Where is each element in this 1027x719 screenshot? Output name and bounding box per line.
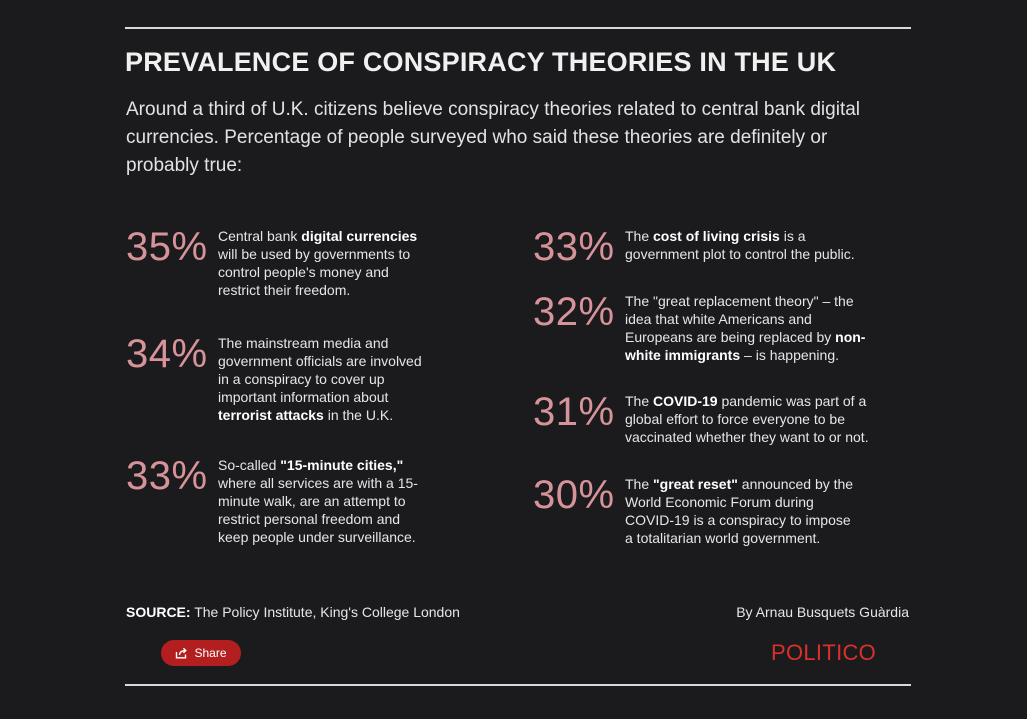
stat-item	[126, 456, 418, 546]
stat-text: World Economic Forum during	[625, 494, 814, 510]
share-label: Share	[194, 646, 227, 660]
stat-highlight: white immigrants	[625, 347, 741, 363]
stat-text: in a conspiracy to cover up	[218, 371, 385, 387]
bottom-rule	[125, 684, 911, 686]
stat-item	[533, 475, 853, 547]
stat-text: restrict their freedom.	[218, 282, 351, 298]
stat-item	[533, 392, 869, 446]
stat-text: government officials are involved	[218, 353, 422, 369]
stat-text: keep people under surveillance.	[218, 529, 416, 545]
stat-percent: 34%	[126, 332, 208, 376]
share-button[interactable]	[161, 640, 241, 666]
stat-text: minute walk, are an attempt to	[218, 493, 406, 509]
politico-logo[interactable]: POLITICO	[771, 640, 877, 665]
stat-description	[218, 456, 418, 546]
byline: By Arnau Busquets Guàrdia	[736, 604, 909, 620]
stat-text: vaccinated whether they want to or not.	[625, 429, 869, 445]
stat-percent: 35%	[126, 225, 208, 269]
stat-percent: 33%	[126, 454, 208, 498]
stat-text: Europeans are being replaced by	[625, 329, 836, 345]
stat-text: government plot to control the public.	[625, 246, 855, 262]
stat-text: control people's money and	[218, 264, 389, 280]
stat-highlight: terrorist attacks	[218, 407, 324, 423]
stat-text: is a	[779, 228, 806, 244]
stat-text: The	[625, 228, 654, 244]
stat-highlight: digital currencies	[301, 228, 418, 244]
stat-description	[625, 475, 853, 547]
stat-text: announced by the	[737, 476, 854, 492]
stat-text: in the U.K.	[323, 407, 394, 423]
stat-description	[218, 334, 422, 424]
stat-description	[625, 292, 865, 364]
stat-highlight: COVID-19	[653, 393, 718, 409]
stat-text: important information about	[218, 389, 389, 405]
stat-description	[625, 392, 869, 446]
stat-item	[533, 227, 855, 267]
stat-highlight: "great reset"	[653, 476, 738, 492]
source-label: SOURCE:	[126, 604, 191, 620]
stat-highlight: "15-minute cities,"	[280, 457, 404, 473]
stat-percent: 32%	[533, 290, 615, 334]
share-icon	[175, 647, 188, 659]
stat-text: So-called	[218, 457, 281, 473]
stat-description	[625, 227, 855, 263]
stat-highlight: non-	[835, 329, 866, 345]
stat-item	[533, 292, 865, 364]
stat-text: Central bank	[218, 228, 302, 244]
source-text: The Policy Institute, King's College London	[190, 604, 460, 620]
stat-text: The	[625, 476, 654, 492]
page-title: PREVALENCE OF CONSPIRACY THEORIES IN THE UK	[125, 47, 837, 77]
source-note	[126, 604, 460, 620]
stat-text: – is happening.	[740, 347, 839, 363]
stat-text: The mainstream media and	[218, 335, 389, 351]
stat-percent: 33%	[533, 225, 615, 269]
stat-text: will be used by governments to	[218, 246, 411, 262]
stat-text: The	[625, 393, 654, 409]
stat-text: idea that white Americans and	[625, 311, 812, 327]
stat-text: The "great replacement theory" – the	[625, 293, 854, 309]
stat-text: where all services are with a 15-	[218, 475, 418, 491]
stat-text: pandemic was part of a	[717, 393, 867, 409]
stat-percent: 31%	[533, 390, 615, 434]
stat-item	[126, 227, 417, 299]
stat-text: COVID-19 is a conspiracy to impose	[625, 512, 851, 528]
stat-highlight: cost of living crisis	[653, 228, 780, 244]
stat-item	[126, 334, 422, 424]
page-subtitle: Around a third of U.K. citizens believe conspiracy theories related to central bank digital currencies. Percentage of people surveyed who said these theories are definitely or probably true:	[126, 99, 861, 176]
stat-text: global effort to force everyone to be	[625, 411, 845, 427]
stat-text: restrict personal freedom and	[218, 511, 401, 527]
stat-description	[218, 227, 417, 299]
top-rule	[125, 27, 911, 29]
stat-percent: 30%	[533, 473, 615, 517]
stat-text: a totalitarian world government.	[625, 530, 821, 546]
